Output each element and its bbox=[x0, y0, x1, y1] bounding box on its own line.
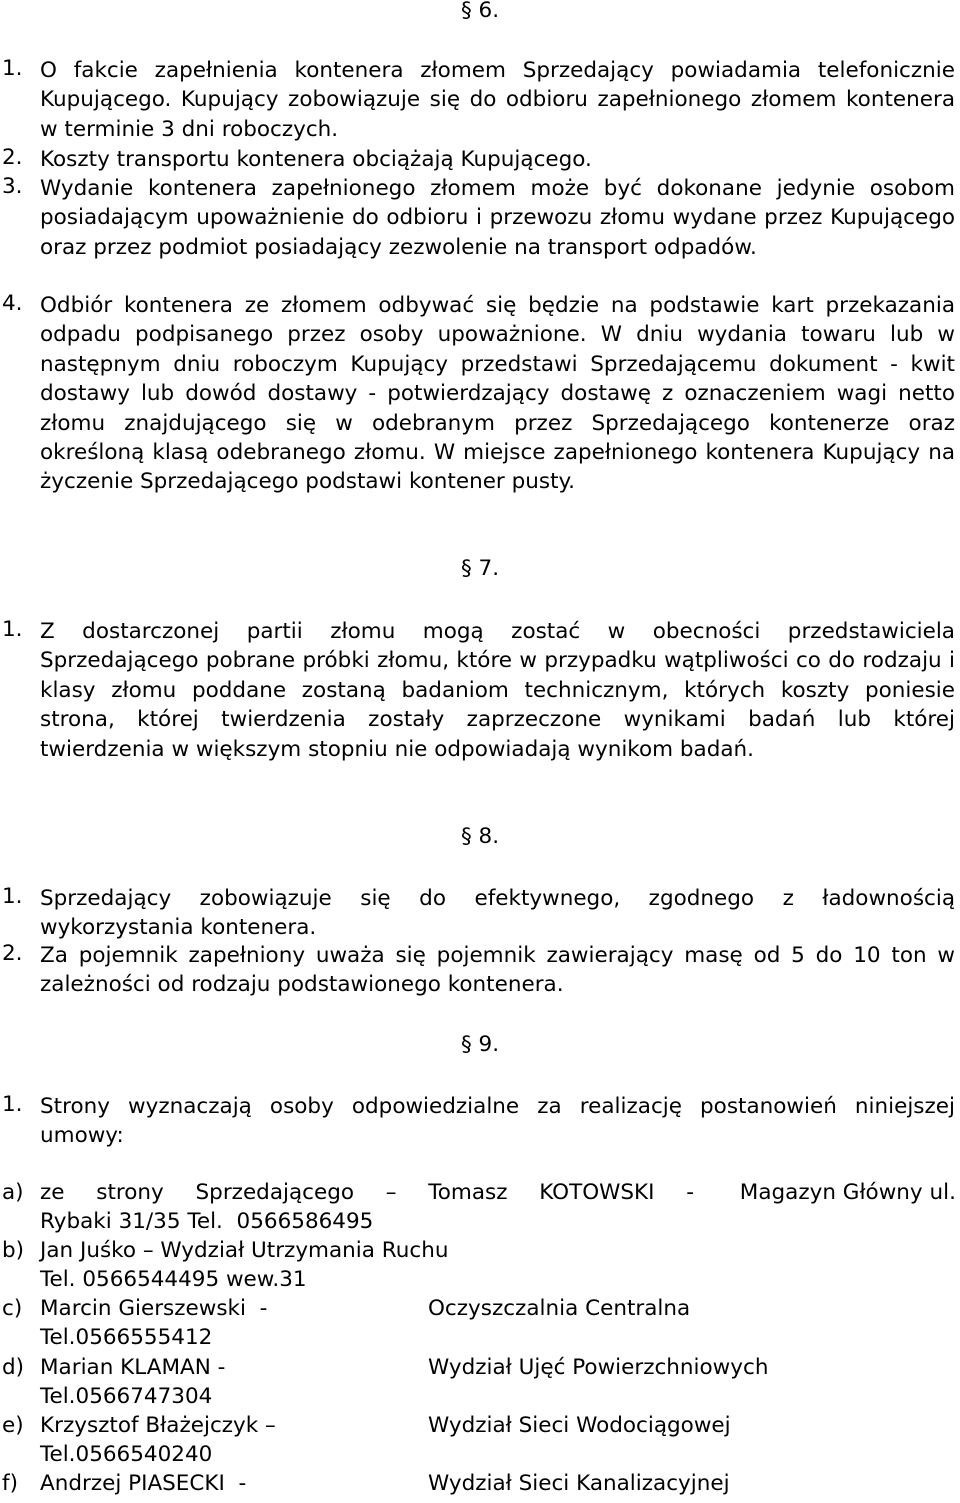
contact-phone: Tel.0566747304 bbox=[40, 1384, 213, 1409]
contact-letter: f) bbox=[2, 1471, 18, 1496]
contact-d bbox=[0, 1355, 960, 1385]
contact-word: - bbox=[686, 1180, 695, 1205]
contact-word: strony bbox=[96, 1180, 164, 1205]
item-number: 2. bbox=[2, 145, 23, 170]
contact-word: Tomasz bbox=[428, 1180, 508, 1205]
contact-dept: Wydział Sieci Kanalizacyjnej bbox=[428, 1471, 730, 1496]
contact-dept: Oczyszczalnia Centralna bbox=[428, 1296, 691, 1321]
contact-f bbox=[0, 1471, 960, 1501]
contact-letter: c) bbox=[2, 1296, 23, 1321]
item-text: O fakcie zapełnienia kontenera złomem Sprzedający powiadamia telefonicznie Kupującego. Kupujący zobowiązuje się do odbioru zapełnionego złomem kontenera w terminie 3 dni roboczych. bbox=[40, 58, 955, 142]
contact-word: ze bbox=[40, 1180, 65, 1205]
item-number: 1. bbox=[2, 56, 23, 81]
contact-e-line2 bbox=[0, 1442, 960, 1472]
contact-dept: Wydział Ujęć Powierzchniowych bbox=[428, 1355, 769, 1380]
contact-word: KOTOWSKI bbox=[539, 1180, 655, 1205]
contact-word: Sprzedającego bbox=[195, 1180, 354, 1205]
contact-phone: Tel.0566555412 bbox=[40, 1325, 213, 1350]
item-text: Sprzedający zobowiązuje się do efektywnego, zgodnego z ładownością wykorzystania kontenera. bbox=[40, 886, 955, 940]
contact-letter: a) bbox=[2, 1180, 24, 1205]
item-number: 2. bbox=[2, 941, 23, 966]
item-text: Za pojemnik zapełniony uważa się pojemnik zawierający masę od 5 do 10 ton w zależności od rodzaju podstawionego kontenera. bbox=[40, 943, 955, 997]
item-text: Koszty transportu kontenera obciążają Kupującego. bbox=[40, 147, 592, 172]
contact-a-line1 bbox=[40, 1180, 956, 1205]
contact-phone: Rybaki 31/35 Tel. 0566586495 bbox=[40, 1209, 374, 1234]
contact-name: Jan Juśko – Wydział Utrzymania Ruchu bbox=[40, 1238, 449, 1263]
item-number: 1. bbox=[2, 884, 23, 909]
contact-e bbox=[0, 1413, 960, 1443]
contact-a bbox=[0, 1180, 960, 1210]
contact-c bbox=[0, 1296, 960, 1326]
contact-b bbox=[0, 1238, 960, 1268]
item-number: 1. bbox=[2, 617, 23, 642]
contact-phone: Tel.0566540240 bbox=[40, 1442, 213, 1467]
contact-b-line2 bbox=[0, 1267, 960, 1297]
contact-name: Marian KLAMAN - bbox=[40, 1355, 226, 1380]
contact-dept: Magazyn Główny ul. bbox=[739, 1180, 956, 1205]
contact-a-line2 bbox=[0, 1209, 960, 1239]
contact-letter: d) bbox=[2, 1355, 25, 1380]
contact-name: Andrzej PIASECKI - bbox=[40, 1471, 247, 1496]
item-text: Z dostarczonej partii złomu mogą zostać w obecności przedstawiciela Sprzedającego pobrane próbki złomu, które w przypadku wątpliwości co do rodzaju i klasy złomu poddane zostaną badaniom technicznym, których koszty poniesie strona, której twierdzenia zostały zaprzeczone wynikami badań lub której twierdzenia w większym stopniu nie odpowiadają wynikom badań. bbox=[40, 619, 955, 762]
section-7-heading: § 7. bbox=[460, 556, 500, 581]
contact-phone: Tel. 0566544495 wew.31 bbox=[40, 1267, 307, 1292]
contact-word: – bbox=[385, 1180, 397, 1205]
contact-name: Krzysztof Błażejczyk – bbox=[40, 1413, 276, 1438]
contact-dept: Wydział Sieci Wodociągowej bbox=[428, 1413, 731, 1438]
section-9-heading: § 9. bbox=[460, 1032, 500, 1057]
contact-letter: b) bbox=[2, 1238, 25, 1263]
contact-name: Marcin Gierszewski - bbox=[40, 1296, 268, 1321]
section-6-heading: § 6. bbox=[460, 0, 500, 23]
item-text: Odbiór kontenera ze złomem odbywać się będzie na podstawie kart przekazania odpadu podpisanego przez osoby upoważnione. W dniu wydania towaru lub w następnym dniu roboczym Kupujący przedstawi Sprzedającemu dokument - kwit dostawy lub dowód dostawy - potwierdzający dostawę z oznaczeniem wagi netto złomu znajdującego się w odebranym przez Sprzedającego kontenerze oraz określoną klasą odebranego złomu. W miejsce zapełnionego kontenera Kupujący na życzenie Sprzedającego podstawi kontener pusty. bbox=[40, 293, 955, 495]
item-number: 3. bbox=[2, 174, 23, 199]
item-text: Wydanie kontenera zapełnionego złomem może być dokonane jedynie osobom posiadającym upoważnienie do odbioru i przewozu złomu wydane przez Kupującego oraz przez podmiot posiadający zezwolenie na transport odpadów. bbox=[40, 176, 955, 260]
item-number: 4. bbox=[2, 291, 23, 316]
section-8-heading: § 8. bbox=[460, 824, 500, 849]
contact-c-line2 bbox=[0, 1325, 960, 1355]
contact-d-line2 bbox=[0, 1384, 960, 1414]
item-text: Strony wyznaczają osoby odpowiedzialne za realizację postanowień niniejszej umowy: bbox=[40, 1094, 955, 1148]
contact-letter: e) bbox=[2, 1413, 24, 1438]
item-number: 1. bbox=[2, 1092, 23, 1117]
